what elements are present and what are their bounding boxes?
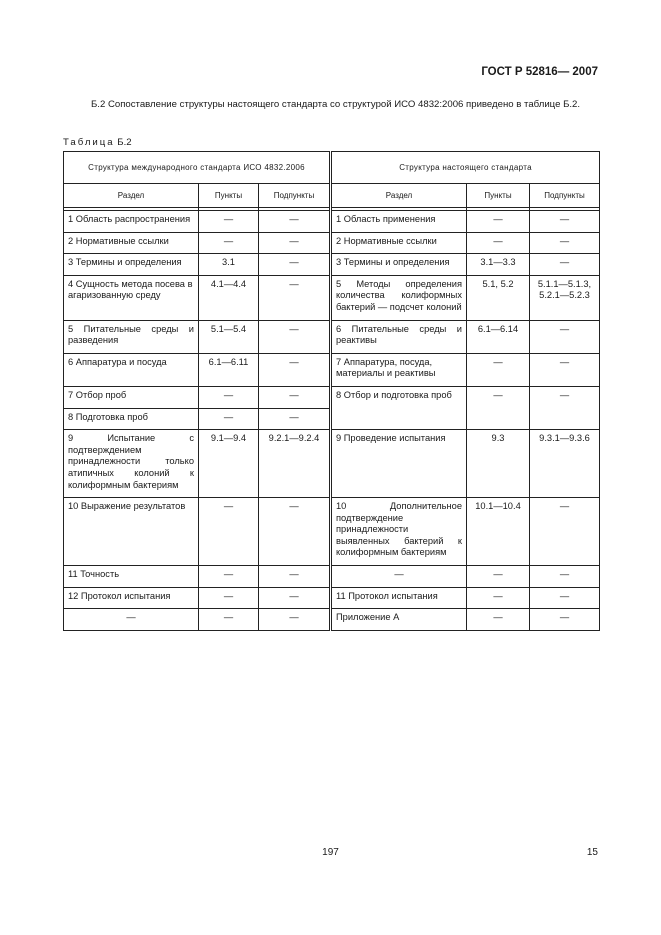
cell-national-clauses: 3.1—3.3 [467, 254, 530, 276]
group-header-iso: Структура международного стандарта ИСО 4832.2006 [64, 152, 331, 184]
table-row [64, 254, 600, 276]
cell-iso-subclauses: — [259, 386, 331, 408]
cell-iso-subclauses: — [259, 566, 331, 588]
table-row [64, 275, 600, 320]
cell-national-clauses: — [467, 566, 530, 588]
cell-national-clauses: 9.3 [467, 430, 530, 498]
cell-iso-clauses: 5.1—5.4 [199, 320, 259, 353]
cell-national-section: 6 Питательные среды и реактивы [331, 320, 467, 353]
cell-national-section: 2 Нормативные ссылки [331, 232, 467, 254]
cell-national-section: — [331, 566, 467, 588]
intro-paragraph: Б.2 Сопоставление структуры настоящего стандарта со структурой ИСО 4832:2006 приведено в таблице Б.2. [91, 99, 581, 110]
cell-national-clauses: — [467, 353, 530, 386]
cell-national-section: 5 Методы определения количества колиформных бактерий — подсчет колоний [331, 275, 467, 320]
cell-national-clauses: — [467, 386, 530, 429]
cell-iso-clauses: — [199, 587, 259, 609]
cell-iso-section: 9 Испытание с подтверждением принадлежности только атипичных колоний к колиформным бактериям [64, 430, 199, 498]
cell-iso-clauses: 6.1—6.11 [199, 353, 259, 386]
cell-national-subclauses: — [530, 254, 600, 276]
table-row [64, 211, 600, 233]
cell-national-section: 11 Протокол испытания [331, 587, 467, 609]
cell-iso-section: 11 Точность [64, 566, 199, 588]
cell-national-section: 1 Область применения [331, 211, 467, 233]
cell-iso-subclauses: — [259, 320, 331, 353]
table-row [64, 430, 600, 498]
table-row [64, 353, 600, 386]
comparison-table [63, 151, 600, 631]
cell-iso-clauses: — [199, 566, 259, 588]
cell-national-clauses: — [467, 232, 530, 254]
cell-iso-clauses: 9.1—9.4 [199, 430, 259, 498]
cell-iso-clauses: — [199, 609, 259, 631]
cell-national-subclauses: 5.1.1—5.1.3, 5.2.1—5.2.3 [530, 275, 600, 320]
cell-iso-clauses: 3.1 [199, 254, 259, 276]
col-header: Подпункты [530, 184, 600, 208]
page-number-center: 197 [322, 847, 339, 858]
cell-iso-subclauses: — [259, 587, 331, 609]
cell-national-section: Приложение А [331, 609, 467, 631]
table-group-header [64, 152, 600, 184]
cell-iso-section: 12 Протокол испытания [64, 587, 199, 609]
cell-iso-section: 3 Термины и определения [64, 254, 199, 276]
cell-national-subclauses: — [530, 587, 600, 609]
table-row [64, 386, 600, 408]
cell-national-subclauses: — [530, 320, 600, 353]
cell-national-subclauses: — [530, 566, 600, 588]
cell-national-clauses: 10.1—10.4 [467, 498, 530, 566]
cell-national-section: 8 Отбор и подготовка проб [331, 386, 467, 429]
cell-iso-subclauses: 9.2.1—9.2.4 [259, 430, 331, 498]
group-header-national: Структура настоящего стандарта [331, 152, 600, 184]
cell-national-section: 9 Проведение испытания [331, 430, 467, 498]
cell-national-clauses: 5.1, 5.2 [467, 275, 530, 320]
cell-national-section: 3 Термины и определения [331, 254, 467, 276]
cell-iso-subclauses: — [259, 275, 331, 320]
cell-iso-subclauses: — [259, 353, 331, 386]
cell-iso-section: 7 Отбор проб [64, 386, 199, 408]
cell-iso-section: 6 Аппаратура и посуда [64, 353, 199, 386]
cell-national-subclauses: — [530, 386, 600, 429]
table-row [64, 320, 600, 353]
cell-iso-subclauses: — [259, 254, 331, 276]
cell-national-subclauses: — [530, 498, 600, 566]
table-row [64, 232, 600, 254]
cell-national-section: 10 Дополнительное подтверждение принадлежности выявленных бактерий к колиформным бактериям [331, 498, 467, 566]
cell-national-clauses: — [467, 587, 530, 609]
table-caption-prefix: Таблица [63, 137, 115, 148]
table-row [64, 587, 600, 609]
cell-iso-clauses: — [199, 386, 259, 408]
cell-iso-subclauses: — [259, 498, 331, 566]
table-caption-number: Б.2 [117, 137, 132, 148]
table-row [64, 609, 600, 631]
cell-iso-subclauses: — [259, 609, 331, 631]
col-header: Раздел [331, 184, 467, 208]
cell-national-subclauses: — [530, 211, 600, 233]
cell-national-subclauses: — [530, 353, 600, 386]
cell-iso-subclauses: — [259, 211, 331, 233]
col-header: Раздел [64, 184, 199, 208]
page-number-right: 15 [586, 847, 598, 858]
table-row [64, 498, 600, 566]
cell-iso-section: — [64, 609, 199, 631]
cell-iso-section: 10 Выражение результатов [64, 498, 199, 566]
cell-iso-clauses: — [199, 232, 259, 254]
cell-iso-section: 2 Нормативные ссылки [64, 232, 199, 254]
table-row [64, 566, 600, 588]
cell-iso-subclauses: — [259, 408, 331, 430]
cell-national-subclauses: 9.3.1—9.3.6 [530, 430, 600, 498]
cell-national-subclauses: — [530, 232, 600, 254]
table-caption [63, 137, 132, 148]
cell-iso-section: 1 Область распространения [64, 211, 199, 233]
cell-national-section: 7 Аппаратура, посуда, материалы и реактивы [331, 353, 467, 386]
cell-national-clauses: 6.1—6.14 [467, 320, 530, 353]
standard-number: ГОСТ Р 52816— 2007 [481, 66, 598, 78]
col-header: Пункты [199, 184, 259, 208]
cell-iso-section: 4 Сущность метода посева в агаризованную среду [64, 275, 199, 320]
cell-iso-section: 8 Подготовка проб [64, 408, 199, 430]
cell-national-clauses: — [467, 211, 530, 233]
cell-iso-clauses: — [199, 211, 259, 233]
cell-iso-clauses: — [199, 498, 259, 566]
cell-national-clauses: — [467, 609, 530, 631]
cell-iso-section: 5 Питательные среды и разведения [64, 320, 199, 353]
table-column-header [64, 184, 600, 208]
cell-iso-clauses: 4.1—4.4 [199, 275, 259, 320]
cell-iso-subclauses: — [259, 232, 331, 254]
col-header: Пункты [467, 184, 530, 208]
cell-national-subclauses: — [530, 609, 600, 631]
cell-iso-clauses: — [199, 408, 259, 430]
col-header: Подпункты [259, 184, 331, 208]
